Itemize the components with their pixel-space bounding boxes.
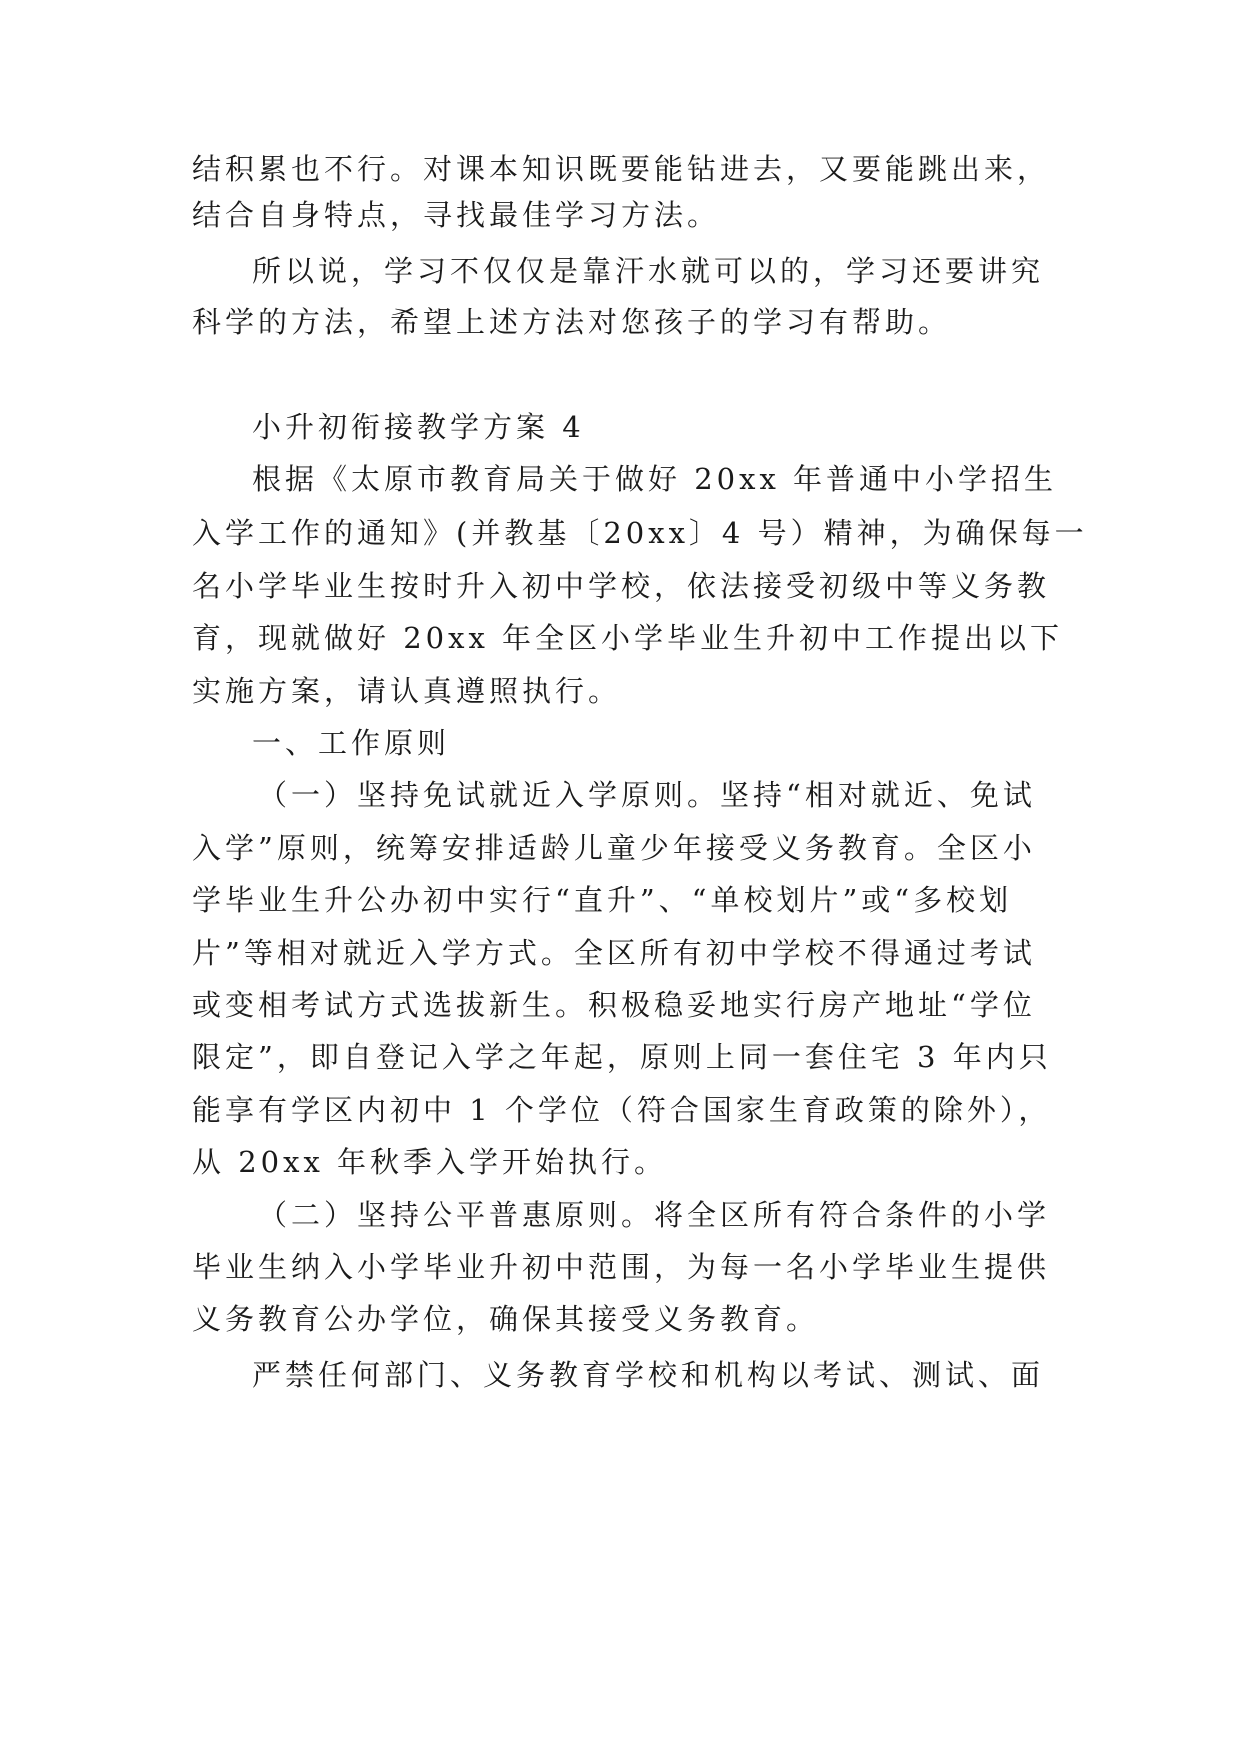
text-line: 义务教育公办学位，确保其接受义务教育。 xyxy=(192,1302,820,1336)
text-line: （一）坚持免试就近入学原则。坚持“相对就近、免试 xyxy=(258,778,1036,812)
text-line: 片”等相对就近入学方式。全区所有初中学校不得通过考试 xyxy=(192,936,1036,970)
text-line: 限定”，即自登记入学之年起，原则上同一套住宅 3 年内只 xyxy=(192,1040,1052,1074)
text-line: 所以说，学习不仅仅是靠汗水就可以的，学习还要讲究 xyxy=(252,254,1045,288)
text-line: 结合自身特点，寻找最佳学习方法。 xyxy=(192,198,721,232)
section-heading: 小升初衔接教学方案 4 xyxy=(252,410,585,444)
text-line: 根据《太原市教育局关于做好 20xx 年普通中小学招生 xyxy=(252,462,1058,496)
text-line: 毕业生纳入小学毕业升初中范围，为每一名小学毕业生提供 xyxy=(192,1250,1051,1284)
text-line: （二）坚持公平普惠原则。将全区所有符合条件的小学 xyxy=(258,1198,1051,1232)
text-line: 或变相考试方式选拔新生。积极稳妥地实行房产地址“学位 xyxy=(192,988,1036,1022)
text-line: 结积累也不行。对课本知识既要能钻进去，又要能跳出来， xyxy=(192,152,1051,186)
text-line: 入学工作的通知》(并教基〔20xx〕4 号）精神，为确保每一 xyxy=(192,516,1088,550)
text-line: 能享有学区内初中 1 个学位（符合国家生育政策的除外）， xyxy=(192,1093,1052,1127)
text-line: 实施方案，请认真遵照执行。 xyxy=(192,674,622,708)
text-line: 入学”原则，统筹安排适龄儿童少年接受义务教育。全区小 xyxy=(192,831,1036,865)
text-line: 学毕业生升公办初中实行“直升”、“单校划片”或“多校划 xyxy=(192,883,1013,917)
subsection-heading: 一、工作原则 xyxy=(252,726,451,760)
text-line: 严禁任何部门、义务教育学校和机构以考试、测试、面 xyxy=(252,1358,1045,1392)
text-line: 科学的方法，希望上述方法对您孩子的学习有帮助。 xyxy=(192,305,952,339)
text-line: 从 20xx 年秋季入学开始执行。 xyxy=(192,1145,668,1179)
text-line: 名小学毕业生按时升入初中学校，依法接受初级中等义务教 xyxy=(192,569,1051,603)
text-line: 育，现就做好 20xx 年全区小学毕业生升初中工作提出以下 xyxy=(192,621,1064,655)
